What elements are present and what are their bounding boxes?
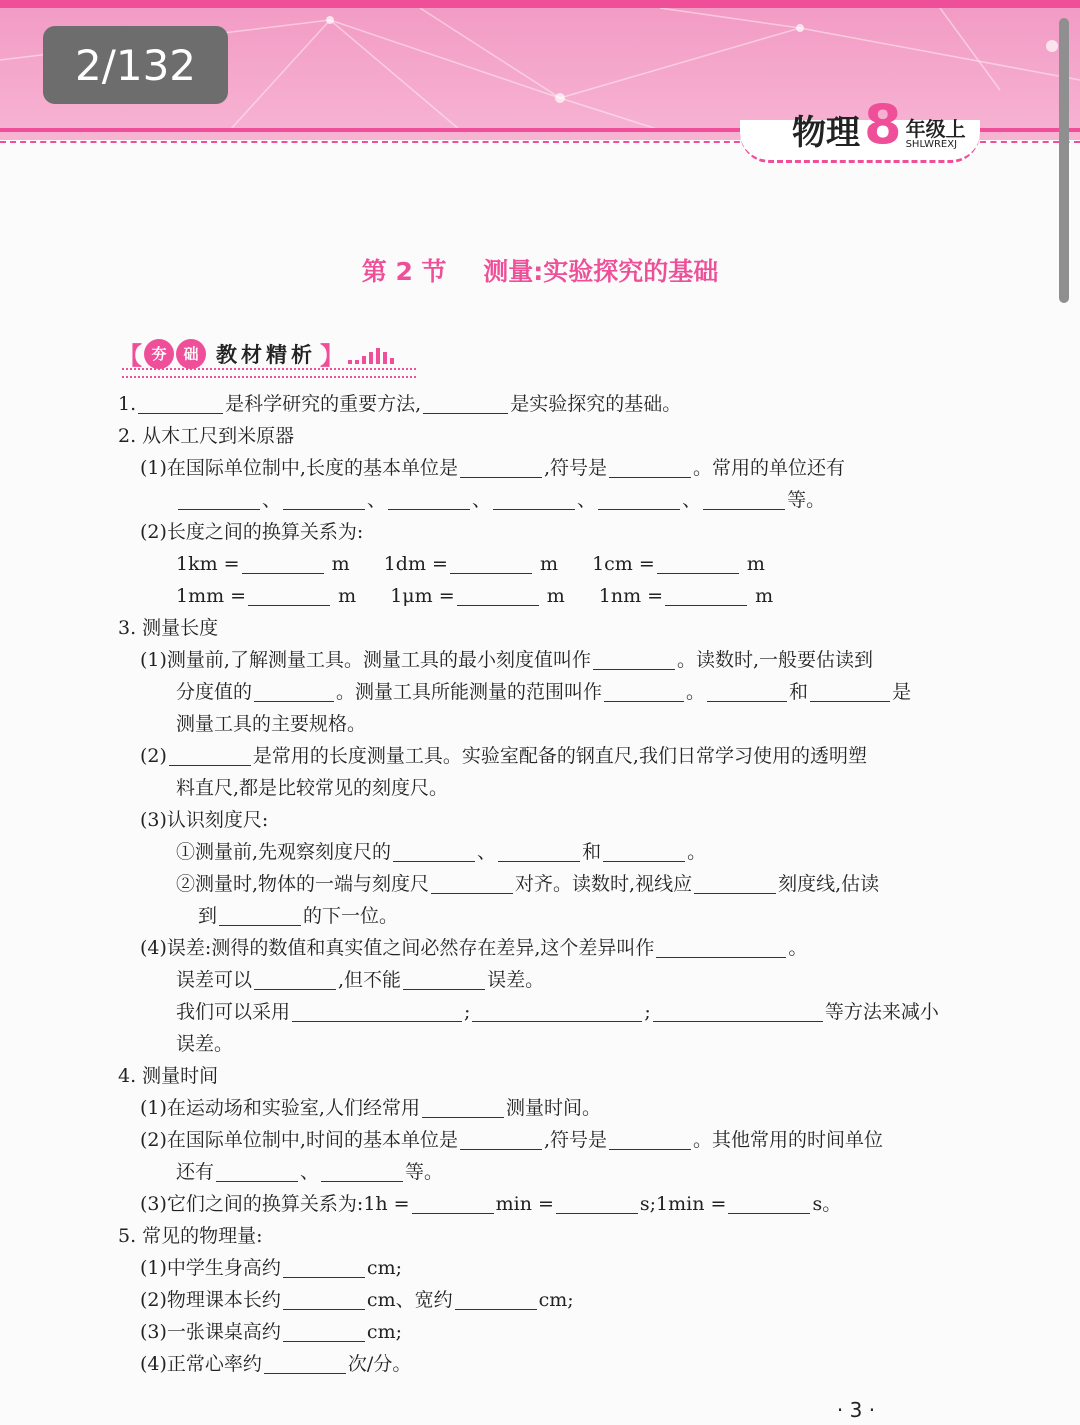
q4-p2-line-1 xyxy=(118,1124,966,1156)
blank[interactable] xyxy=(283,1253,365,1278)
q3-p2-line-2: 料直尺,都是比较常见的刻度尺。 xyxy=(176,777,449,799)
blank[interactable] xyxy=(609,1125,691,1150)
blank[interactable] xyxy=(728,1189,810,1214)
q2-conversion-row-2 xyxy=(118,580,966,612)
blank[interactable] xyxy=(609,453,691,478)
q5-text: 次/分。 xyxy=(347,1353,412,1375)
q1-number: 1. xyxy=(118,393,137,415)
q3-p1-line-1 xyxy=(118,644,966,676)
blank[interactable] xyxy=(694,869,776,894)
q3-text: 和 xyxy=(789,681,809,703)
q4-text: (1)在运动场和实验室,人们经常用 xyxy=(140,1097,420,1119)
q3-text: 。 xyxy=(687,841,707,863)
blank[interactable] xyxy=(388,485,470,510)
q5-text: (2)物理课本长约 xyxy=(140,1289,281,1311)
q4-text: min = xyxy=(495,1193,554,1215)
q5-text: cm; xyxy=(366,1321,402,1343)
q3-s1-line xyxy=(118,836,966,868)
q4-p1-line xyxy=(118,1092,966,1124)
blank[interactable] xyxy=(493,485,575,510)
separator: 、 xyxy=(367,489,387,511)
blank[interactable] xyxy=(498,837,580,862)
q1-text-2: 是实验探究的基础。 xyxy=(510,393,682,415)
q4-text: (2)在国际单位制中,时间的基本单位是 xyxy=(140,1129,458,1151)
q2-p2-line: (2)长度之间的换算关系为: xyxy=(140,521,364,543)
q3-text: 。测量工具所能测量的范围叫作 xyxy=(336,681,603,703)
blank[interactable] xyxy=(810,677,890,702)
q3-p1-line-2 xyxy=(118,676,966,708)
blank[interactable] xyxy=(656,933,786,958)
q3-p4-line-4: 误差。 xyxy=(176,1033,234,1055)
blank[interactable] xyxy=(703,485,785,510)
unit: m xyxy=(331,553,350,575)
blank[interactable] xyxy=(283,1285,365,1310)
blank[interactable] xyxy=(264,1349,346,1374)
q4-text: 还有 xyxy=(176,1161,215,1183)
q3-text: ②测量时,物体的一端与刻度尺 xyxy=(176,873,430,895)
q4-text: 。其他常用的时间单位 xyxy=(693,1129,884,1151)
q2-etc: 等。 xyxy=(787,489,826,511)
q3-text: (2) xyxy=(140,745,167,767)
q3-text: 等方法来减小 xyxy=(824,1001,939,1023)
q5-text: cm; xyxy=(366,1257,402,1279)
chapter-section-name: 测量:实验探究的基础 xyxy=(483,257,719,286)
q4-text: (3)它们之间的换算关系为:1h = xyxy=(140,1193,410,1215)
q4-text: 、 xyxy=(300,1161,320,1183)
q2-p1-line xyxy=(118,452,966,484)
conversion-label: 1μm = xyxy=(390,585,455,607)
blank[interactable] xyxy=(665,581,747,606)
conversion-label: 1dm = xyxy=(383,553,448,575)
q3-s2-line-2 xyxy=(118,900,966,932)
q4-text: 测量时间。 xyxy=(505,1097,601,1119)
page-counter-text: 2/132 xyxy=(74,40,197,90)
q2-p1-text-a: (1)在国际单位制中,长度的基本单位是 xyxy=(140,457,458,479)
conversion-label: 1nm = xyxy=(598,585,664,607)
blank[interactable] xyxy=(393,837,475,862)
conversion-km xyxy=(176,548,350,580)
q2-p1-text-c: 。常用的单位还有 xyxy=(693,457,846,479)
brand-grade: 8 xyxy=(864,93,902,157)
unit: m xyxy=(539,553,559,575)
blank[interactable] xyxy=(403,965,485,990)
q3-text: 是常用的长度测量工具。实验室配备的钢直尺,我们日常学习使用的透明塑 xyxy=(252,745,867,767)
blank[interactable] xyxy=(653,997,823,1022)
section-tag-underline xyxy=(122,368,416,378)
blank[interactable] xyxy=(460,453,542,478)
book-brand xyxy=(792,93,966,157)
q5-text: cm、宽约 xyxy=(366,1289,453,1311)
conversion-label: 1mm = xyxy=(176,585,247,607)
q3-p4-line-2 xyxy=(118,964,966,996)
banner-top-stripe xyxy=(0,0,1080,8)
section-name: 教材精析 xyxy=(216,342,316,367)
q5-text: (1)中学生身高约 xyxy=(140,1257,281,1279)
brand-code: SHLWREXJ xyxy=(905,139,958,150)
chapter-section-number: 第 2 节 xyxy=(361,257,447,286)
blank[interactable] xyxy=(593,645,675,670)
conversion-nm xyxy=(599,580,773,612)
blank[interactable] xyxy=(178,485,260,510)
conversion-dm xyxy=(384,548,558,580)
q3-title: 3. 测量长度 xyxy=(118,617,219,639)
separator: 、 xyxy=(262,489,282,511)
q5-p1-line xyxy=(118,1252,966,1284)
blank[interactable] xyxy=(457,581,539,606)
page-counter[interactable] xyxy=(43,26,228,104)
brand-level-block xyxy=(906,119,966,150)
q5-text: (3)一张课桌高约 xyxy=(140,1321,281,1343)
q4-text: s。 xyxy=(812,1193,842,1215)
chapter-title xyxy=(0,252,1080,288)
q3-p4-line-3 xyxy=(118,996,966,1028)
bracket-right: 】 xyxy=(320,342,344,370)
q3-text: 误差。 xyxy=(487,969,545,991)
blank[interactable] xyxy=(169,741,251,766)
bracket-left: 【 xyxy=(118,342,142,370)
blank[interactable] xyxy=(423,389,508,414)
blank[interactable] xyxy=(472,997,642,1022)
q3-text: 。 xyxy=(686,681,706,703)
blank[interactable] xyxy=(216,1157,298,1182)
q3-text: ①测量前,先观察刻度尺的 xyxy=(176,841,392,863)
q3-text: (4)误差:测得的数值和真实值之间必然存在差异,这个差异叫作 xyxy=(140,937,655,959)
blank[interactable] xyxy=(138,389,223,414)
brand-subject: 物理 xyxy=(792,113,860,153)
section-tag xyxy=(118,336,397,371)
q3-p3-line: (3)认识刻度尺: xyxy=(140,809,269,831)
q3-text: 的下一位。 xyxy=(303,905,399,927)
section-badge-2: 础 xyxy=(176,339,206,369)
q3-p2-line-1 xyxy=(118,740,966,772)
q5-text: (4)正常心率约 xyxy=(140,1353,262,1375)
blank[interactable] xyxy=(242,549,324,574)
q2-conversion-row-1 xyxy=(118,548,966,580)
blank[interactable] xyxy=(219,901,301,926)
q3-text: ,但不能 xyxy=(338,969,402,991)
q3-text: (1)测量前,了解测量工具。测量工具的最小刻度值叫作 xyxy=(140,649,591,671)
blank[interactable] xyxy=(422,1093,504,1118)
q3-p1-line-3: 测量工具的主要规格。 xyxy=(176,713,367,735)
conversion-label: 1km = xyxy=(176,553,240,575)
blank[interactable] xyxy=(254,965,336,990)
blank[interactable] xyxy=(450,549,532,574)
unit: m xyxy=(755,585,774,607)
unit: m xyxy=(546,585,565,607)
q5-p4-line xyxy=(118,1348,966,1380)
blank[interactable] xyxy=(292,997,462,1022)
blank[interactable] xyxy=(283,1317,365,1342)
q4-p3-line xyxy=(118,1188,966,1220)
separator: 、 xyxy=(472,489,492,511)
separator: 、 xyxy=(577,489,597,511)
q3-text: 到 xyxy=(198,905,218,927)
q3-text: 分度值的 xyxy=(176,681,253,703)
q1-text-1: 是科学研究的重要方法, xyxy=(225,393,422,415)
blank[interactable] xyxy=(598,485,680,510)
section-badge-1: 夯 xyxy=(144,339,174,369)
conversion-um xyxy=(390,580,565,612)
q3-text: 、 xyxy=(477,841,497,863)
q4-p2-line-2 xyxy=(118,1156,966,1188)
page-number: · 3 · xyxy=(836,1398,876,1422)
q2-p1-units-line xyxy=(118,484,966,516)
blank[interactable] xyxy=(254,677,334,702)
q3-text: 误差可以 xyxy=(176,969,253,991)
conversion-cm xyxy=(592,548,765,580)
q3-text: 。 xyxy=(788,937,808,959)
blank[interactable] xyxy=(556,1189,638,1214)
q3-text: 对齐。读数时,视线应 xyxy=(515,873,693,895)
signal-bars-icon xyxy=(348,344,397,364)
unit: m xyxy=(338,585,357,607)
brand-level: 年级上 xyxy=(905,117,966,141)
blank[interactable] xyxy=(248,581,330,606)
q3-text: 我们可以采用 xyxy=(176,1001,291,1023)
q3-text: 。读数时,一般要估读到 xyxy=(676,649,874,671)
q4-title: 4. 测量时间 xyxy=(118,1065,219,1087)
q5-text: cm; xyxy=(538,1289,574,1311)
blank[interactable] xyxy=(412,1189,494,1214)
q1-line xyxy=(118,388,966,420)
q3-p4-line-1 xyxy=(118,932,966,964)
blank[interactable] xyxy=(455,1285,537,1310)
q4-text: 等。 xyxy=(405,1161,444,1183)
blank[interactable] xyxy=(657,549,739,574)
separator: 、 xyxy=(682,489,702,511)
q2-title: 2. 从木工尺到米原器 xyxy=(118,425,295,447)
blank[interactable] xyxy=(707,677,787,702)
q3-text: ; xyxy=(644,1001,651,1023)
conversion-mm xyxy=(176,580,356,612)
q3-s2-line-1 xyxy=(118,868,966,900)
unit: m xyxy=(746,553,765,575)
worksheet-content xyxy=(118,388,966,1380)
q5-p2-line xyxy=(118,1284,966,1316)
header-dashed-divider xyxy=(0,141,760,143)
conversion-label: 1cm = xyxy=(592,553,655,575)
q4-text: ,符号是 xyxy=(543,1129,608,1151)
blank[interactable] xyxy=(431,869,513,894)
q2-p1-text-b: ,符号是 xyxy=(543,457,608,479)
q3-text: 和 xyxy=(582,841,602,863)
q3-text: 是 xyxy=(892,681,912,703)
q5-p3-line xyxy=(118,1316,966,1348)
blank[interactable] xyxy=(283,485,365,510)
blank[interactable] xyxy=(603,837,685,862)
q4-text: s;1min = xyxy=(639,1193,727,1215)
blank[interactable] xyxy=(604,677,684,702)
q5-title: 5. 常见的物理量: xyxy=(118,1225,263,1247)
q3-text: 刻度线,估读 xyxy=(778,873,880,895)
blank[interactable] xyxy=(460,1125,542,1150)
blank[interactable] xyxy=(321,1157,403,1182)
q3-text: ; xyxy=(464,1001,471,1023)
